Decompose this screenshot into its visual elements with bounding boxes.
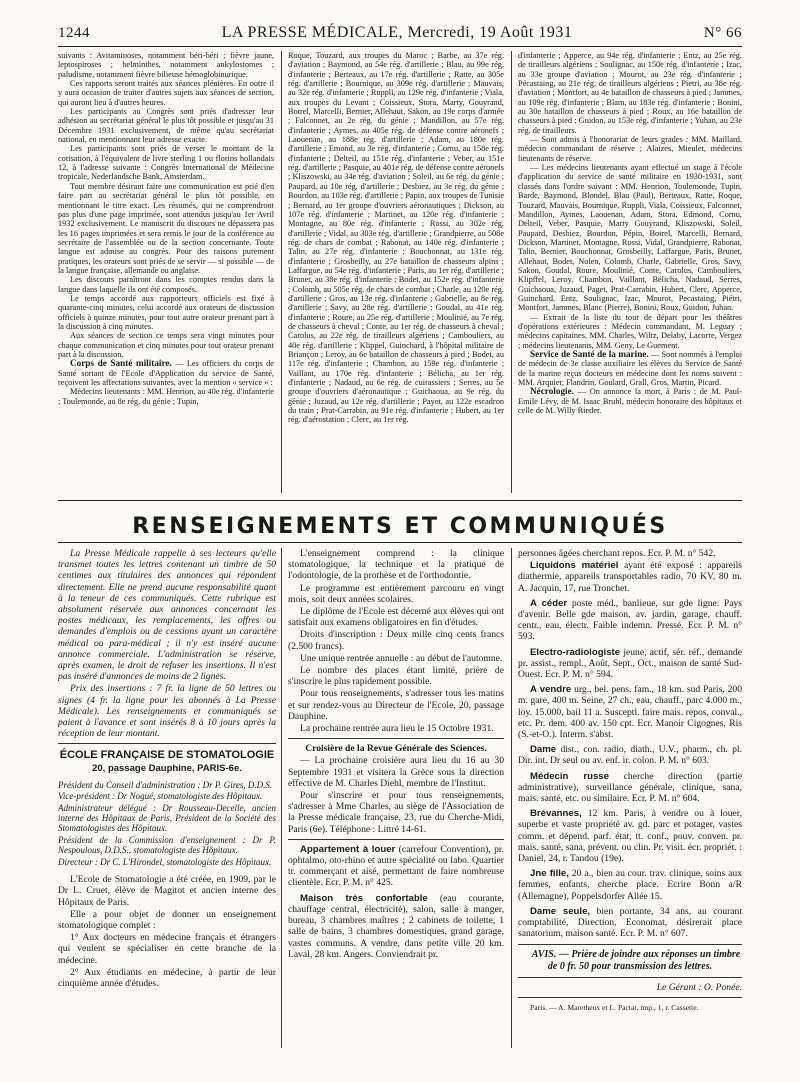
article-paragraph: Les discours paraîtront dans les comptes rendus dans la langue dans laquelle ils ont été composés. xyxy=(58,275,274,294)
article-paragraph: Tout membre désirant faire une communication est prié d'en faire part au secrétariat général le plus tôt possible, en mentionnant le titre exact. Les résumés, qui ne comprendront pas plus d'une page imprimée, sont attendus jusqu'au 1er Avril 1932 exclusivement. Le manuscrit du discours ne dépassera pas les 16 pages imprimées et sera remis le jour de la conférence au secrétaire de l'assemblée ou de la section concernante. Toute langue est admise au congrès. Pour des raisons purement pratiques, les orateurs sont priés de se servir — si possible — de la langue française, allemande ou anglaise. xyxy=(58,181,274,275)
school-paragraph: Pour tous renseignements, s'adresser tous les matins et sur rendez-vous au Directeur de l'Ecole, 20, passage Dauphine. xyxy=(288,688,504,722)
school-paragraph: Le nombre des places étant limité, prière de s'inscrire le plus rapidement possible. xyxy=(288,665,504,688)
ad-title: A céder xyxy=(530,597,568,609)
journal-title: LA PRESSE MÉDICALE, Mercredi, 19 Août 1931 xyxy=(221,24,573,41)
gerant-line: Le Gérant : O. Ponée. xyxy=(656,981,742,993)
bottom-column-3 xyxy=(518,548,742,1048)
croisiere-paragraph: Pour s'inscrire et pour tous renseignements, s'adresser à Mme Charles, au siège de l'Association de la Presse médicale française, 23, rue du Cherche-Midi, Paris (6e). Téléphone : Littré 14-61. xyxy=(288,790,504,835)
officer-line: Administrateur délégué : Dr Rousseau-Decelle, ancien interne des Hôpitaux de Paris, Président de la Société des Stomatologistes des Hôpitaux. xyxy=(58,802,276,834)
section-heading: Nécrologie. xyxy=(530,386,574,397)
page-header xyxy=(58,20,742,42)
officer-line: Directeur : Dr C. L'Hirondel, stomatologiste des Hôpitaux. xyxy=(58,856,272,867)
ad-text: (eau courante, chauffage central, électricité), salon, salle à manger, bureau, 3 chambres maîtres ; 2 cabinets de toilette, 1 salle de bains, 3 chambres domestiques, grand garage, vastes communs. A vendre, dans petite ville 20 km. Laval, 28 km. Angers. Conviendrait pr. xyxy=(288,892,504,960)
croisiere-paragraph: — La prochaine croisière aura lieu du 16 au 30 Septembre 1931 et visitera la Grèce sous la direction effective de M. Charles Diehl, membre de l'Institut. xyxy=(288,755,504,789)
ad-title: Jne fille, xyxy=(530,868,569,880)
column-divider xyxy=(281,51,282,493)
school-paragraph: Le programme est entièrement parcouru en vingt mois, soit deux années scolaires. xyxy=(288,582,504,605)
school-paragraph: L'enseignement comprend : la clinique stomatologique, la technique et la pratique de l'odontologie, de la prothèse et de l'orthodontie. xyxy=(288,548,504,582)
section-paragraph xyxy=(518,350,742,387)
classified-ad xyxy=(288,893,504,960)
classified-ad xyxy=(518,906,742,940)
article-paragraph: suivants : Avitaminoses, notamment béri-béri ; fièvre jaune, leptospiroses ; helminthes, notamment ankylostomes ; paludisme, notamment fièvre bilieuse hémoglobinurique. xyxy=(58,51,274,79)
article-paragraph: Ces rapports seront traités aux séances plénières. En outre il y aura occasion de traiter d'autres sujets aux séances de section, qui auront lieu à d'autres heures. xyxy=(58,79,274,107)
ad-text: 20 a., bien au cour. trav. clinique, soins aux femmes, enfants, cherche place. Ecrire Bonn a/R (Allemagne), Poppelsdorfer Allée 15. xyxy=(518,868,742,902)
article-paragraph: — Sont admis à l'honorariat de leurs grades : MM. Maillard, médecin commandant de réserve ; Alaizes, Mieulet, médecins lieutenants de réserve. xyxy=(518,135,742,163)
article-paragraph: Roque, Touzard, aux troupes du Maroc ; Barbe, au 37e rég. d'aviation ; Baymond, au 54e rég. d'artillerie ; Blau, au 99e rég. d'infanterie ; Berteaux, au 17e rég. d'artillerie ; Ratte, au 305e rég. d'artillerie ; Bournique, au 309e rég. d'artillerie ; Mauvais, au 32e rég. d'infanterie ; Ruppli, au 129e rég. d'infanterie ; Viala, aux troupes du Levant ; Coissieux, Stora, Marty, Gouyrand, Botrel, Marcelli, Bernier, Allehaut, Sakon, au 19e corps d'armée ; Falconnet, au 2e rég. du génie ; Mandillon, au 57e rég. d'infanterie ; Aymes, au 405e rég. de défense contre aéronefs ; Laouenan, au 188e rég. d'artillerie ; Adam, au 180e rég. d'artillerie ; Emond, au 3e rég. d'infanterie ; Cornu, au 158e rég. d'infanterie ; Delteil, au 151e rég. d'infanterie ; Veber, au 151e rég. d'artillerie ; Pasquie, au 401e rég. de défense contre aéronefs ; Kliszowski, au 34e rég. d'aviation ; Soleil, au 6e rég. du génie ; Paupard, au 10e rég. d'artillerie ; Desbiez, au 3e rég. du génie ; Bourdon, au 103e rég. d'artillerie ; Papin, aux troupes de Tunisie ; Bernard, au 1er groupe d'ouvriers aéronautiques ; Dickson, au 107e rég. d'infanterie ; Martinet, au 120e rég. d'infanterie ; Montagne, au 80e rég. d'infanterie ; Rossi, au 302e rég. d'artillerie ; Vidal, au 303e rég. d'artillerie ; Grandpierre, au 508e rég. de chars de combat ; Rabonat, au 140e rég. d'infanterie ; Talin, au 27e rég. d'infanterie ; Bouchonnat, au 131e rég. d'infanterie ; Grosbeilly, au 27e bataillon de chasseurs alpins ; Laffargue, au 54e rég. d'infanterie ; Paris, au 1er rég. d'artillerie ; Brunet, au 38e rég. d'infanterie ; Bodet, au 152e rég. d'infanterie ; Colomb, au 505e rég. de chars de combat ; Charle, au 120e rég. d'artillerie ; Gros, au 13e rég. d'infanterie ; Gabrielle, au 8e rég. d'artillerie ; Savy, au 28e rég. d'artillerie ; Goudal, au 41e rég. d'infanterie ; Roure, au 25e rég. d'artillerie ; Moulinié, au 7e rég. de chasseurs à cheval ; Conte, au 1er rég. de chasseurs à cheval ; Carolus, au 22e rég. de tirailleurs algériens ; Cambouliers, au 40e rég. d'artillerie ; Klippel, Guinchard, à l'hôpital militaire de Briançon ; Leroy, au 6e bataillon de chasseurs à pied ; Bodet, au 117e rég. d'infanterie ; Chambon, au 159e rég. d'infanterie ; Vaillant, au 170e rég. d'infanterie ; Bélicha, au 1er rég. d'infanterie ; Nadaud, au 6e rég. de cuirassiers ; Serres, au 5e groupe d'ouvriers d'aéronautique ; Guichaoua, au 9e rég. du génie ; Juzaud, au 12e rég. d'artillerie ; Payet, au 122e escadron du train ; Prat-Carrabin, au 91e rég. d'infanterie ; Hubert, au 1er rég. d'aérostation ; Clerc, au 1er rég. xyxy=(288,51,504,425)
ad-text: urg., bel. pens. fam., 18 km. sud Paris, 200 m. gare, 400 m. Seine, 27 ch., eau, chauff., parc 4.000 m., loy. 15.000, bail 11 a. Susceptl. faire mais. repos, conval., etc. Pr. dem. 400 av. 150 cpt. Ecr. Manoir Cigognes, Ris (S.-et-O.). Interm. s'abst. xyxy=(518,684,742,741)
ad-title: Electro-radiologiste xyxy=(530,646,621,658)
classified-ads xyxy=(518,560,742,939)
school-paragraph: L'Ecole de Stomatologie a été créée, en 1909, par le Dr L. Cruet, élève de Magitot et ancien interne des Hôpitaux de Paris. xyxy=(58,874,276,908)
classified-ad xyxy=(518,868,742,902)
article-paragraph: Médecins lieutenants : MM. Henrion, au 40e rég. d'infanterie ; Toulemonde, au 8e rég. du génie ; Tupin, xyxy=(58,387,274,406)
section-paragraph xyxy=(58,359,274,387)
ad-text: cherche direction (partie administrative), surveillance générale, clinique, sana, mais. santé, etc. ou similaire. Ecr. P. M. n° 604. xyxy=(518,770,742,805)
divider xyxy=(58,743,276,744)
classified-ad xyxy=(518,808,742,864)
officer-line: Président du Conseil d'administration : Dr P. Gires, D.D.S. xyxy=(58,779,273,790)
ad-title: Médecin russe xyxy=(530,770,609,782)
ad-title: Dame xyxy=(530,744,557,756)
croisiere-text xyxy=(288,755,504,834)
officers-list xyxy=(58,780,276,867)
school-name: ÉCOLE FRANÇAISE DE STOMATOLOGIE xyxy=(59,749,275,762)
divider xyxy=(288,738,504,739)
avis-notice: AVIS. — Prière de joindre aux réponses un timbre de 0 fr. 50 pour transmission des lettres. xyxy=(531,948,741,972)
classified-ad xyxy=(518,744,742,766)
top-column-1 xyxy=(58,51,274,493)
article-paragraph: Les participants sont priés de verser le montant de la cotisation, à l'équivalent de livre sterling 1 ou florins hollandais 12, à l'adresse suivante : Congrès International de Médecine tropicale, Nederlandsche Bank, Amsterdam. xyxy=(58,144,274,182)
column-divider xyxy=(511,51,512,493)
ad-title: Liquidons matériel xyxy=(530,560,619,572)
ad-text: bien portante, 34 ans, au courant comptabilité, Direction, Economat, désirerait place sanatorium, maison santé. Ecr. P. M. n° 607. xyxy=(518,905,742,940)
ad-text: 12 km. Paris, à vendre ou à louer, superbe et vaste propriété av. gd. parc et potager, vastes comm. et dépend. parf. état, tt. conf., pouv. conven. pr. mais. santé, sana, prévent. ou clin. Pr. visit. écr. propriét. : Daniel, 24, r. Tandou (19e). xyxy=(518,808,742,865)
divider xyxy=(288,839,504,840)
article-paragraph: d'infanterie ; Apperce, au 94e rég. d'infanterie ; Entz, au 25e rég. de tirailleurs algériens ; Soulignac, au 150e rég. d'infanterie ; Izac, au 33e groupe d'aviation ; Mourot, au 23e rég. d'infanterie ; Pécastaing, au 21e rég. de tirailleurs algériens ; Pietri, au 38e rég. d'aviation ; Montfort, au 4e bataillon de chasseurs à pied ; Jammes, au 109e rég. d'infanterie ; Blam, au 183e rég. d'infanterie ; Bonini, au 30e bataillon de chasseurs à pied ; Roux, au 16e bataillon de chasseurs à pied ; Guidon, au 153e rég. d'infanterie ; Yuhan, au 23e rég. de tirailleurs. xyxy=(518,51,742,135)
classified-ad xyxy=(518,560,742,594)
officer-line: Président de la Commission d'enseignement : Dr P. Nespoulous, D.D.S., stomatologiste des Hôpitaux. xyxy=(58,834,276,856)
school-paragraph: La prochaine rentrée aura lieu le 15 Octobre 1931. xyxy=(300,723,494,735)
article-paragraph: Les participants au Congrès sont priés d'adresser leur adhésion au secrétariat général le plus tôt possible et jusqu'au 31 Décembre 1931 exclusivement, de même qu'au secrétariat national, en mentionnant leur adresse exacte. xyxy=(58,107,274,145)
school-paragraph: Droits d'inscription : Deux mille cinq cents francs (2.500 francs). xyxy=(288,629,504,652)
section-paragraph xyxy=(518,387,742,415)
classified-ads xyxy=(288,844,504,960)
divider xyxy=(518,997,742,998)
classified-ad xyxy=(288,844,504,889)
divider xyxy=(518,944,742,945)
article-paragraph: — Les médecins lieutenants ayant effectué un stage à l'école d'application du service de santé militaire en 1930-1931, sont classés dans l'ordre suivant : MM. Henrion, Toulemonde, Tupin, Barde, Baymond, Blondel, Blau (Paul), Berteaux, Ratte, Roque, Touzard, Mauvais, Bournique, Ruppli, Viala, Coissieux, Falconnet, Mandillon, Aymes, Laouenan, Adam, Stora, Edmond, Cornu, Delteil, Veber, Pasquie, Marty Gouyrand, Kliszowski, Soleil, Paupard, Desbiez, Bourdon, Pépin, Botrel, Marcelli, Bernard, Dickson, Martinet, Montagne, Rossi, Vidal, Grandpierre, Rabonat, Talin, Bernier, Bouchonnat, Grosbeilly, Laffargue, Paris, Brunet, Allehaut, Bodet, Nolen, Colomb, Charle, Gabrielle, Gros, Savy, Sakon, Goudal, Roure, Moulinié, Conte, Carolus, Cambouliers, Klipffel, Leroy, Chambon, Vaillant, Bélicha, Nadaud, Serres, Guichaoua, Juzaud, Paget, Prat-Carrabin, Hubert, Clerc, Apperce, Guinchard, Entz, Soulignac, Izac, Mourot, Pecastaing, Piétri, Montfort, Jammes, Blanc (Pierre), Bonini, Roux, Guidon, Juhan. xyxy=(518,163,742,313)
section-text: — Sont nommés à l'emploi de médecin de 3e classe auxiliaire les élèves du Service de Santé de la marine reçus docteurs en médecine dont les noms suivent : MM. Arquier, Flandrin, Goulard, Grall, Gros, Martin, Picard. xyxy=(518,350,742,388)
ad-text: ayant été exposé : appareils diathermie, appareils transportables radio, 70 KV, 80 m. A. Jacquin, 17, rue Tronchet. xyxy=(518,560,742,594)
section-heading: Service de Santé de la marine. xyxy=(530,349,649,359)
croisiere-title: Croisière de la Revue Générale des Sciences. xyxy=(305,743,487,755)
school-paragraph: Une unique rentrée annuelle : au début de l'automne. xyxy=(300,652,503,664)
article-paragraph: Aux séances de section ce temps sera vingt minutes pour chaque communication et cinq minutes pour tout orateur prenant part à la discussion. xyxy=(58,331,274,359)
top-column-2 xyxy=(288,51,504,493)
school-paragraph: Elle a pour objet de donner un enseignement stomatologique complet : xyxy=(58,908,276,931)
classified-ad xyxy=(518,598,742,643)
notice-text: La Presse Médicale rappelle à ses lecteurs qu'elle transmet toutes les lettres contenant un timbre de 50 centimes aux titulaires des annonces qui répondent directement. Elle ne prend aucune responsabilité quant à la teneur de ces communiqués. Cette rubrique est absolument réservée aux annonces concernant les postes médicaux, les remplacements, les offres ou demandes d'emplois ou de cessions ayant un caractère médical ou para-médical ; il n'y est inséré aucune annonce commerciale. L'administration se réserve, après examen, le droit de refuser les insertions. Il n'est pas inséré d'annonces de moins de 2 lignes. xyxy=(58,548,276,683)
classified-ad xyxy=(518,647,742,681)
school-paragraph: 1° Aux docteurs en médecine français et étrangers qui veulent se spécialiser en cette branche de la médecine. xyxy=(58,932,276,966)
imprint-line: Paris. — A. Maretheux et L. Pactat, imp., 1, r. Cassette. xyxy=(530,1002,699,1012)
classified-ad xyxy=(518,771,742,805)
header-rule xyxy=(58,46,742,47)
column-divider xyxy=(281,548,282,1048)
school-details xyxy=(288,548,504,734)
ad-text: poste méd., banlieue, sur gde ligne. Pays d'avenir. Belle gde maison, av. jardin, garage, chauff. centr., eau, électr. Faible indemn. Pressé. Ecr. P. M. n° 593. xyxy=(518,597,742,643)
ad-continuation: personnes âgées cherchant repos. Ecr. P. M. n° 542. xyxy=(518,548,716,559)
officer-line: Vice-président : Dr Nogué, stomatologiste des Hôpitaux. xyxy=(58,791,263,802)
section-heading: Corps de Santé militaire. xyxy=(70,358,172,369)
top-column-3 xyxy=(518,51,742,493)
ad-text: (carrefour Convention), pr. ophtalmo, oto-rhino et autre spécialité ou labo. Quartier tr. commerçant et aisé, permettant de faire nombreuse clientèle. Ecr. P. M. n° 425. xyxy=(288,843,504,889)
school-body xyxy=(58,874,276,989)
ad-title: A vendre xyxy=(530,684,572,696)
ad-title: Dame seule, xyxy=(530,905,591,917)
issue-number: N° 66 xyxy=(703,25,742,41)
divider xyxy=(518,977,742,978)
section-text: — Les officiers du corps de Santé sortant de l'Ecole d'Application du service de Santé, reçoivent les affectations suivantes, avec la mention « service » : xyxy=(58,359,274,388)
section-rule xyxy=(58,542,742,543)
ad-text: jeune, actif, sér. réf., demande pr. assist., rempl., Août, Sept., Oct., maison de santé Sud-Ouest. Ecr. P. M. n° 594. xyxy=(518,646,742,681)
article-paragraph: Le temps accordé aux rapporteurs officiels est fixé à quarante-cinq minutes, celui accordé aux orateurs de discussion officiels à quinze minutes, pour tout autre orateur prenant part à la discussion à cinq minutes. xyxy=(58,293,274,331)
ad-title: Maison très confortable xyxy=(300,892,428,904)
section-rule xyxy=(58,500,742,501)
school-address: 20, passage Dauphine, PARIS-6e. xyxy=(92,762,242,774)
ad-title: Brévannes, xyxy=(530,808,582,820)
ad-title: Appartement à louer xyxy=(300,843,396,855)
section-text: — On annonce la mort, à Paris : de M. Paul-Emile Lévy, de M. Isaac Bruhl, médecin honoraire des hôpitaux et celle de M. Willy Rieder. xyxy=(518,387,742,416)
ad-text: dist., con. radio, diath., U.V., pharm., ch. pl. Dir. int. Dr seul ou av. enf. ir. colon. P. M. n° 603. xyxy=(518,744,742,767)
bottom-column-1 xyxy=(58,548,276,1048)
page-number: 1244 xyxy=(58,25,90,41)
bottom-column-2 xyxy=(288,548,504,1048)
classified-ad xyxy=(518,684,742,740)
section-banner: RENSEIGNEMENTS ET COMMUNIQUÉS xyxy=(132,514,668,539)
column-divider xyxy=(511,548,512,1048)
school-paragraph: 2° Aux étudiants en médecine, à partir de leur cinquième année d'études. xyxy=(58,966,276,989)
article-paragraph: — Extrait de la liste du tour de départ pour les théâtres d'opérations extérieures : Médecin commandant, M. Leguay ; médecins capitaines, MM. Charles, Wiltz, Delaby, Lacorre, Vergez ; médecins lieutenants, MM. Geny, Le Guement. xyxy=(518,312,742,350)
school-paragraph: Le diplôme de l'Ecole est décerné aux élèves qui ont satisfait aux examens obligatoires en fin d'études. xyxy=(288,606,504,629)
prices-text: Prix des insertions : 7 fr. la ligne de 50 lettres ou signes (4 fr. la ligne pour les abonnés à La Presse Médicale). Les renseignements et communiqués se paient à l'avance et sont insérés 8 à 10 jours après la réception de leur montant. xyxy=(58,683,276,740)
